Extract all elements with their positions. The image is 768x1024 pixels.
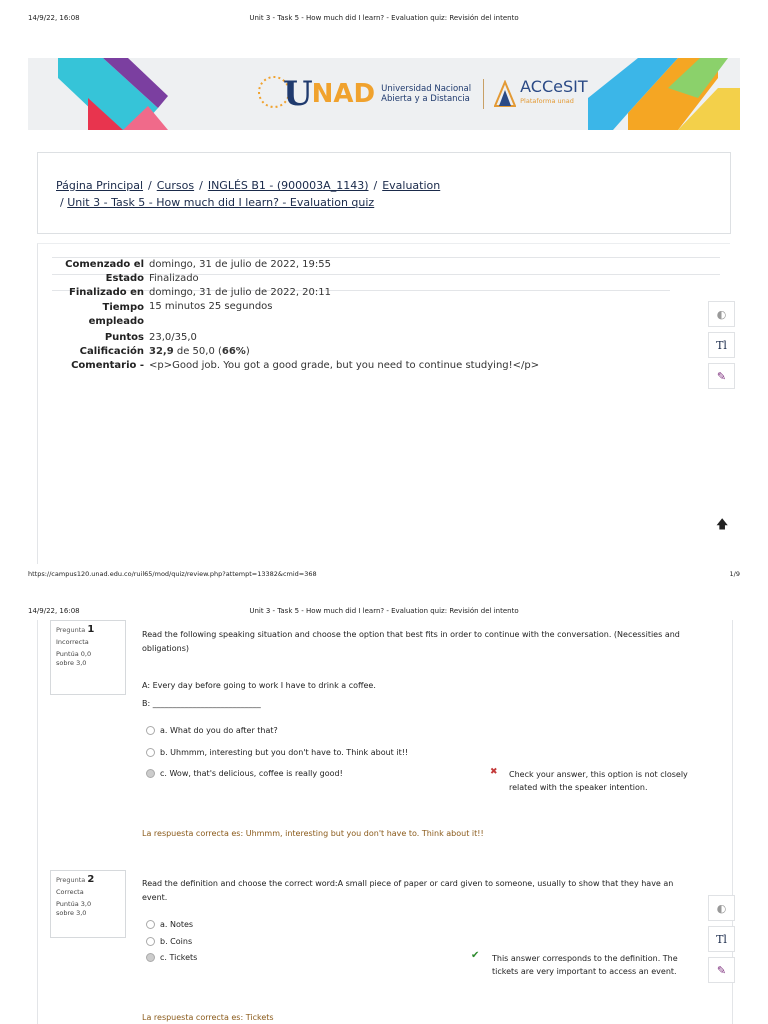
radio-button[interactable] (146, 726, 155, 735)
breadcrumb-line-1: Página Principal / Cursos / INGLÉS B1 - (900003A_1143) / Evaluation (56, 179, 441, 192)
unad-logo-text: NAD (311, 79, 376, 109)
summary-row: Calificación 32,9 de 50,0 (66%) (52, 345, 539, 359)
question-number: 1 (87, 624, 95, 635)
contrast-button[interactable] (708, 301, 735, 327)
breadcrumb-quiz-link[interactable]: Unit 3 - Task 5 - How much did I learn? - Evaluation quiz (67, 196, 375, 209)
radio-button[interactable] (146, 920, 155, 929)
summary-row: Finalizado en domingo, 31 de julio de 2022, 20:11 (69, 287, 332, 298)
print-date: 14/9/22, 16:08 (28, 607, 80, 615)
header-banner (28, 58, 740, 130)
summary-row: Estado Finalizado (105, 273, 199, 284)
question-score: Puntúa 3,0 sobre 3,0 (56, 900, 92, 917)
unad-logo-u: U (283, 74, 312, 114)
contrast-icon: ◐ (716, 307, 727, 321)
summary-row: Puntos 23,0/35,0 (104, 332, 197, 343)
answer-feedback: Check your answer, this option is not closely related with the speaker intention. (509, 770, 688, 792)
answer-option[interactable]: b. Uhmmm, interesting but you don't have to. Think about it!! (146, 748, 408, 757)
dialog-a: A: Every day before going to work I have to drink a coffee. (142, 681, 376, 690)
question-number: 2 (87, 874, 95, 885)
dialog-b: B: ___________________________ (142, 699, 261, 708)
contrast-button[interactable] (708, 895, 735, 921)
text-size-button[interactable] (708, 332, 735, 358)
breadcrumb-evaluation-link[interactable]: Evaluation (382, 179, 441, 192)
radio-button-selected[interactable] (146, 769, 155, 778)
breadcrumb-home-link[interactable]: Página Principal (56, 179, 144, 192)
question-info: Pregunta 1 Incorrecta Puntúa 0,0 sobre 3,0 (50, 620, 126, 695)
text-size-button[interactable] (708, 926, 735, 952)
breadcrumb (37, 152, 731, 234)
summary-row: Comenzado el domingo, 31 de julio de 2022, 19:55 (65, 259, 332, 270)
text-size-icon: Tl (716, 338, 727, 352)
question-info: Pregunta 2 Correcta Puntúa 3,0 sobre 3,0 (50, 870, 126, 938)
summary-row: Tiempo empleado 15 minutos 25 segundos (88, 301, 273, 327)
answer-option[interactable]: b. Coins (146, 937, 192, 946)
question-text: Read the definition and choose the correct word:A small piece of paper or card given to someone, usually to show that they have an event. (142, 879, 674, 902)
breadcrumb-line-2: / Unit 3 - Task 5 - How much did I learn? - Evaluation quiz (60, 196, 375, 209)
accesit-logo-icon (494, 80, 516, 108)
text-size-icon: Tl (716, 932, 727, 946)
grade-value: 32,9 de 50,0 (66%) (149, 346, 250, 357)
print-title: Unit 3 - Task 5 - How much did I learn? - Evaluation quiz: Revisión del intento (249, 607, 519, 615)
incorrect-icon: ✖ (490, 767, 498, 777)
accesit-logo: ACCeSIT Plataforma unad (520, 77, 588, 105)
pen-icon: ✎ (716, 369, 727, 383)
accessibility-toolbar (708, 301, 733, 394)
question-score: Puntúa 0,0 sobre 3,0 (56, 650, 92, 667)
scroll-top-icon[interactable]: 🡅 (716, 517, 729, 531)
contrast-icon: ◐ (716, 901, 727, 915)
accessibility-toolbar (708, 895, 733, 988)
answer-feedback: This answer corresponds to the definition. The tickets are very important to access an event. (492, 954, 678, 976)
breadcrumb-courses-link[interactable]: Cursos (156, 179, 195, 192)
attempt-summary (37, 243, 730, 564)
correct-answer: La respuesta correcta es: Tickets (142, 1013, 274, 1022)
logo-group (283, 70, 588, 118)
radio-button[interactable] (146, 937, 155, 946)
edit-button[interactable] (708, 957, 735, 983)
question-state: Correcta (56, 888, 84, 896)
radio-button[interactable] (146, 748, 155, 757)
summary-table (52, 258, 539, 373)
print-url: https://campus120.unad.edu.co/ruil65/mod/quiz/review.php?attempt=13382&cmid=368 (28, 570, 317, 578)
question-text: Read the following speaking situation and choose the option that best fits in order to continue with the conversation. (Necessities and obligations) (142, 630, 680, 653)
breadcrumb-course-link[interactable]: INGLÉS B1 - (900003A_1143) (207, 179, 369, 192)
print-page-number: 1/9 (729, 570, 740, 578)
edit-button[interactable] (708, 363, 735, 389)
university-name: Universidad Nacional Abierta y a Distancia (381, 84, 472, 104)
answer-option-selected[interactable]: c. Tickets (146, 953, 197, 962)
answer-option-selected[interactable]: c. Wow, that's delicious, coffee is really good! (146, 769, 343, 778)
answer-option[interactable]: a. What do you do after that? (146, 726, 278, 735)
correct-answer: La respuesta correcta es: Uhmmm, interesting but you don't have to. Think about it!! (142, 829, 484, 838)
correct-check-icon: ✔ (471, 950, 480, 961)
summary-row: Comentario - <p>Good job. You got a good grade, but you need to continue studying!</p> (71, 360, 540, 371)
print-date: 14/9/22, 16:08 (28, 14, 80, 22)
print-title: Unit 3 - Task 5 - How much did I learn? - Evaluation quiz: Revisión del intento (249, 14, 519, 22)
logo-separator (483, 79, 484, 109)
answer-option[interactable]: a. Notes (146, 920, 193, 929)
content-border-left (37, 620, 38, 1024)
question-state: Incorrecta (56, 638, 89, 646)
pen-icon: ✎ (716, 963, 727, 977)
radio-button-selected[interactable] (146, 953, 155, 962)
